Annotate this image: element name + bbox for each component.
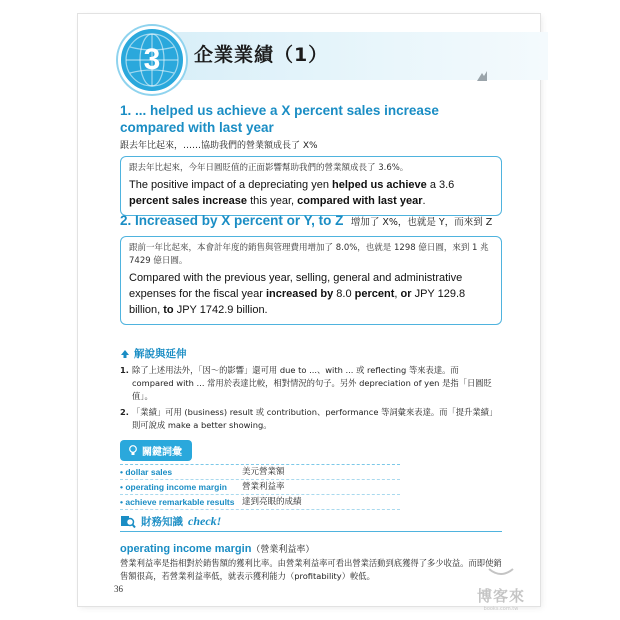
phrase-item-2 (120, 212, 502, 325)
chapter-badge (118, 26, 186, 94)
finance-term-description: 營業利益率是指相對於銷售額的獲利比率。由營業利益率可看出營業活動到底獲得了多少收益。而即使銷售額很高，若營業利益率低，就表示獲利能力（profitability）較低。 (120, 558, 502, 581)
explanation-note: 1. 除了上述用法外，「因～的影響」還可用 due to ...、with ... 或 reflecting 等來表達。而 compared with ... 常用於表達比較，相對情況的句子。另外 depreciation of yen 是指「日圓貶值」。 (120, 365, 492, 401)
chapter-title: 企業業績（1） (194, 44, 329, 66)
vocabulary-heading: 關鍵詞彙 (120, 440, 192, 461)
example-chinese: 跟前一年比起來，本會計年度的銷售與管理費用增加了 8.0%，也就是 1298 億日圓，來到 1 兆 7429 億日圓。 (129, 243, 489, 266)
book-page (78, 14, 540, 612)
vocabulary-row: • operating income margin 營業利益率 (120, 480, 400, 495)
example-english: The positive impact of a depreciating yen helped us achieve a 3.6 percent sales increase this year, compared with last year. (129, 179, 455, 207)
phrase-title: 2. Increased by X percent or Y, to Z 增加了 X%，也就是 Y，而來到 Z (120, 213, 493, 228)
explanation-section (120, 346, 502, 432)
finance-knowledge-heading: 財務知識 check! (120, 514, 502, 532)
explanation-note: 2. 「業績」可用 (business) result 或 contribution、performance 等詞彙來表達。而「提升業績」則可說成 make a better showing。 (120, 407, 498, 430)
page-number: 36 (114, 584, 123, 594)
example-english: Compared with the previous year, selling, general and administrative expenses for the fiscal year increased by 8.0 percent, or JPY 129.8 billion, to JPY 1742.9 billion. (129, 272, 466, 316)
explanation-heading: 解說與延伸 (120, 346, 502, 361)
chapter-number: 3 (143, 43, 161, 76)
phrase-title: 1. ... helped us achieve a X percent sales increase compared with last year (120, 103, 439, 135)
magnifier-icon (120, 515, 136, 529)
corner-arrow-icon (476, 70, 488, 82)
lightbulb-icon (128, 445, 138, 456)
vocabulary-list (120, 464, 400, 510)
watermark-smile-icon (486, 567, 516, 577)
vocabulary-row: • dollar sales 美元營業額 (120, 465, 400, 480)
finance-term: operating income margin（營業利益率） (120, 543, 315, 555)
arrow-up-icon (120, 349, 130, 359)
example-box (120, 156, 502, 216)
watermark-logo: 博客來 books.com.tw (466, 562, 536, 606)
vocabulary-row: • achieve remarkable results 達到亮眼的成績 (120, 495, 400, 510)
chapter-header (78, 14, 540, 104)
example-box (120, 236, 502, 325)
phrase-translation: 跟去年比起來，……協助我們的營業額成長了 X% (120, 141, 318, 151)
phrase-item-1 (120, 102, 502, 216)
example-chinese: 跟去年比起來，今年日圓貶值的正面影響幫助我們的營業額成長了 3.6%。 (129, 163, 409, 173)
finance-knowledge-section (120, 514, 502, 583)
key-vocabulary-section (120, 440, 420, 510)
